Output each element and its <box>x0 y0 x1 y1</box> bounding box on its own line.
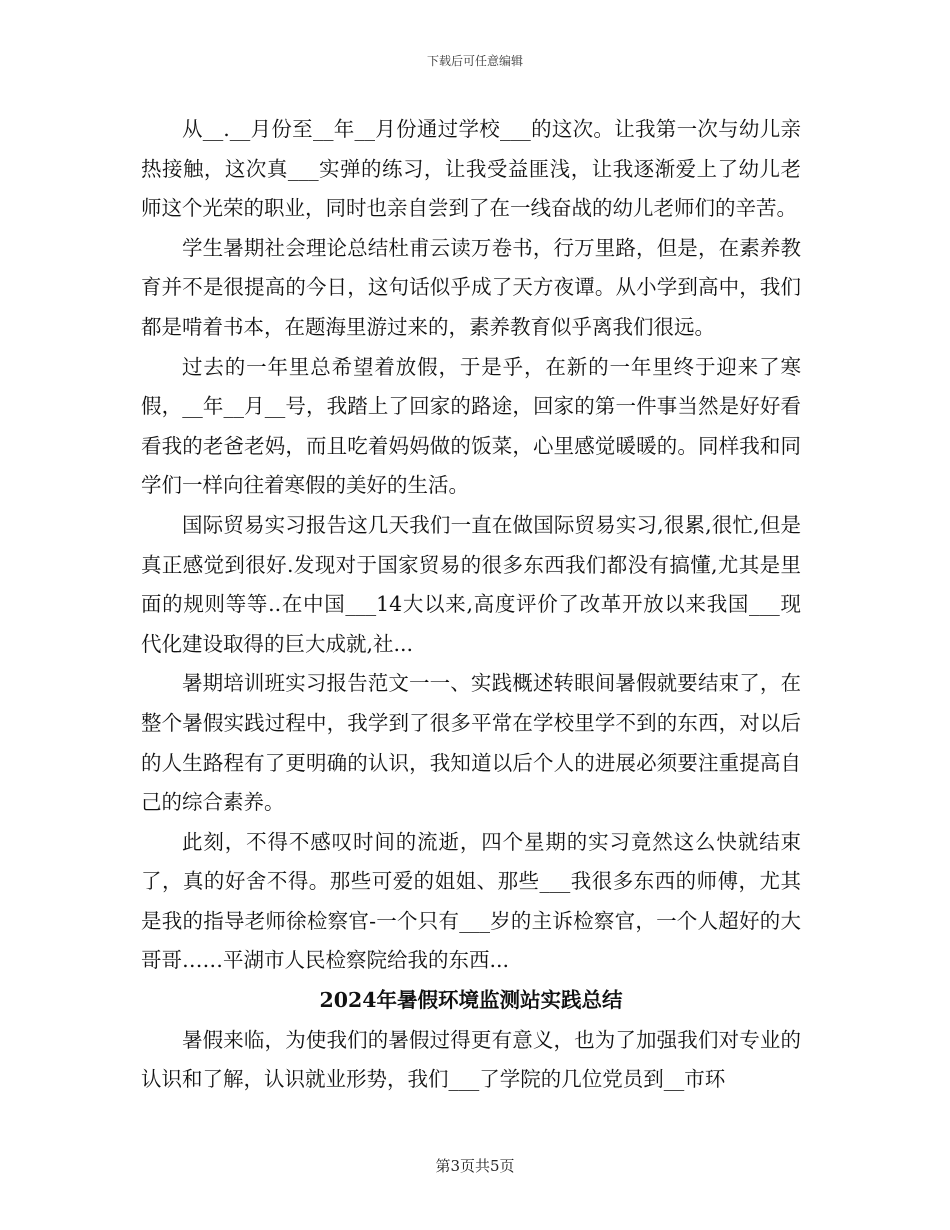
paragraph: 国际贸易实习报告这几天我们一直在做国际贸易实习,很累,很忙,但是真正感觉到很好.发现对于国家贸易的很多东西我们都没有搞懂,尤其是里面的规则等等..在中国___14大以来,高度评价了改革开放以来我国___现代化建设取得的巨大成就,社... <box>141 512 801 656</box>
paragraph: 过去的一年里总希望着放假，于是乎，在新的一年里终于迎来了寒假，__年__月__号，我踏上了回家的路途，回家的第一件事当然是好好看看我的老爸老妈，而且吃着妈妈做的饭菜，心里感觉暖暖的。同样我和同学们一样向往着寒假的美好的生活。 <box>141 354 801 498</box>
paragraph: 学生暑期社会理论总结杜甫云读万卷书，行万里路，但是，在素养教育并不是很提高的今日，这句话似乎成了天方夜谭。从小学到高中，我们都是啃着书本，在题海里游过来的，素养教育似乎离我们很远。 <box>141 235 801 339</box>
paragraph: 暑期培训班实习报告范文一一、实践概述转眼间暑假就要结束了，在整个暑假实践过程中，我学到了很多平常在学校里学不到的东西，对以后的人生路程有了更明确的认识，我知道以后个人的进展必须要注重提高自己的综合素养。 <box>141 671 801 815</box>
page-header: 下载后可任意编辑 <box>426 54 523 68</box>
page-number: 第3页共5页 <box>435 1157 515 1175</box>
paragraph: 此刻，不得不感叹时间的流逝，四个星期的实习竟然这么快就结束了，真的好舍不得。那些可爱的姐姐、那些___我很多东西的师傅，尤其是我的指导老师徐检察官-一个只有___岁的主诉检察官，一个人超好的大哥哥……平湖市人民检察院给我的东西... <box>141 829 801 973</box>
paragraph: 暑假来临，为使我们的暑假过得更有意义，也为了加强我们对专业的认识和了解，认识就业形势，我们___了学院的几位党员到__市环 <box>141 1027 801 1092</box>
section-title: 2024年暑假环境监测站实践总结 <box>319 988 623 1013</box>
document-body <box>141 110 801 1100</box>
paragraph: 从__.__月份至__年__月份通过学校___的这次。让我第一次与幼儿亲热接触，这次真___实弹的练习，让我受益匪浅，让我逐渐爱上了幼儿老师这个光荣的职业，同时也亲自尝到了在一线奋战的幼儿老师们的辛苦。 <box>141 117 801 221</box>
